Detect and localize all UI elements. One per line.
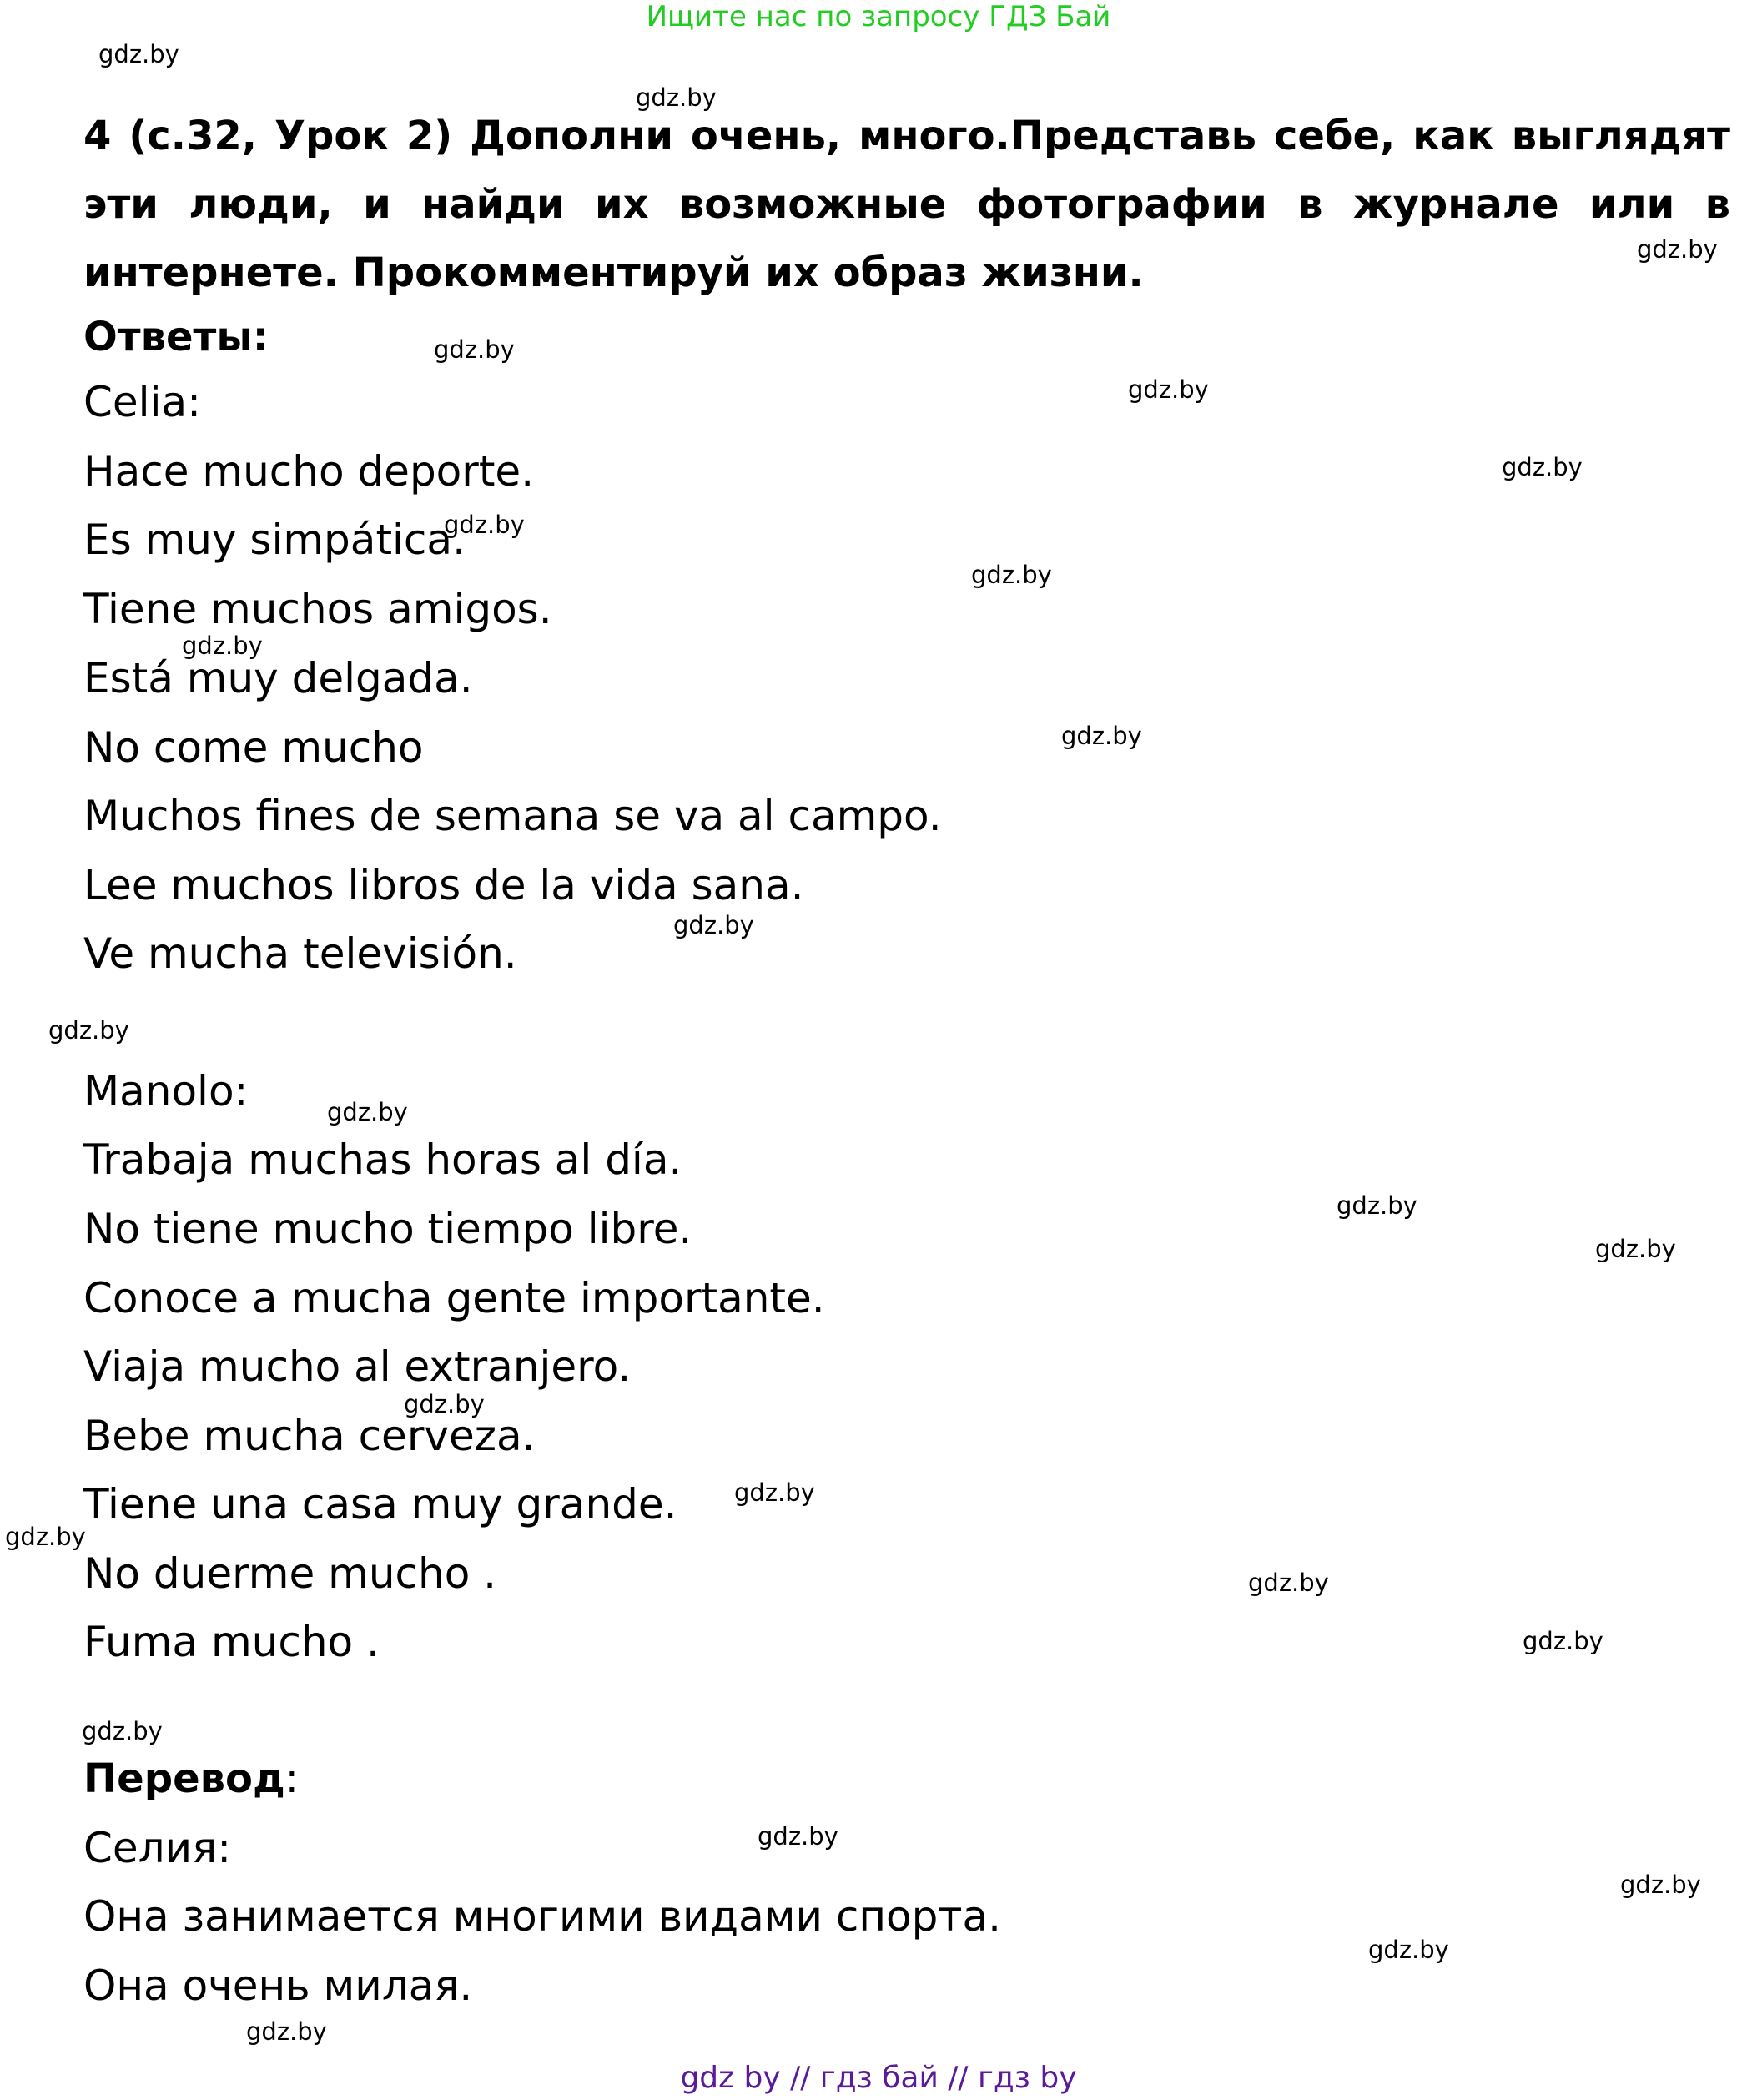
manolo-line: Conoce a mucha gente importante. (83, 1274, 825, 1322)
celia-line: Muchos fines de semana se va al campo. (83, 792, 942, 840)
footer-links[interactable]: gdz by // гдз бай // гдз by (680, 2061, 1077, 2095)
watermark: gdz.by (434, 335, 515, 364)
top-banner[interactable]: Ищите нас по запросу ГДЗ Бай (646, 0, 1111, 33)
manolo-name: Manolo: (83, 1067, 249, 1115)
translation-label-text: Перевод (83, 1755, 285, 1802)
watermark: gdz.by (444, 511, 525, 539)
watermark: gdz.by (758, 1822, 838, 1851)
watermark: gdz.by (636, 83, 717, 112)
watermark: gdz.by (1523, 1627, 1603, 1655)
celia-line: Lee muchos libros de la vida sana. (83, 861, 804, 909)
manolo-line: Bebe mucha cerveza. (83, 1412, 536, 1460)
celia-name: Celia: (83, 378, 201, 426)
watermark: gdz.by (1637, 235, 1718, 264)
manolo-line: No tiene mucho tiempo libre. (83, 1205, 692, 1253)
manolo-line: Trabaja muchas horas al día. (83, 1136, 682, 1184)
watermark: gdz.by (971, 561, 1052, 589)
watermark: gdz.by (1368, 1936, 1449, 1964)
manolo-line: Fuma mucho . (83, 1618, 380, 1666)
translation-name: Селия: (83, 1824, 232, 1872)
translation-label-colon: : (284, 1755, 299, 1802)
watermark: gdz.by (1248, 1569, 1329, 1597)
watermark: gdz.by (1337, 1191, 1417, 1220)
manolo-line: No duerme mucho . (83, 1549, 497, 1598)
answers-label: Ответы: (83, 314, 269, 360)
watermark: gdz.by (82, 1717, 163, 1745)
watermark: gdz.by (182, 632, 263, 660)
watermark: gdz.by (1620, 1871, 1701, 1899)
watermark: gdz.by (1061, 722, 1142, 750)
watermark: gdz.by (48, 1016, 129, 1045)
celia-line: Hace mucho deporte. (83, 447, 535, 496)
watermark: gdz.by (673, 911, 754, 939)
celia-line: Es muy simpática. (83, 516, 466, 564)
watermark: gdz.by (98, 40, 179, 68)
watermark: gdz.by (734, 1478, 815, 1507)
celia-line: No come mucho (83, 723, 424, 772)
watermark: gdz.by (5, 1523, 86, 1551)
translation-line: Она занимается многими видами спорта. (83, 1892, 1002, 1941)
manolo-line: Tiene una casa muy grande. (83, 1480, 677, 1528)
celia-line: Está muy delgada. (83, 654, 473, 703)
translation-line: Она очень милая. (83, 1962, 473, 2010)
watermark: gdz.by (327, 1098, 408, 1126)
watermark: gdz.by (1128, 375, 1209, 404)
celia-line: Tiene muchos amigos. (83, 585, 552, 633)
watermark: gdz.by (1502, 453, 1583, 481)
manolo-line: Viaja mucho al extranjero. (83, 1342, 632, 1391)
watermark: gdz.by (404, 1390, 485, 1418)
watermark: gdz.by (246, 2017, 327, 2046)
celia-line: Ve mucha televisión. (83, 929, 517, 978)
translation-label (83, 1750, 299, 1808)
watermark: gdz.by (1595, 1235, 1676, 1263)
task-heading: 4 (с.32, Урок 2) Дополни очень, много.Представь себе, как выглядят эти люди, и найди их возможные фотографии в журнале или в интернете. Прокомментируй их образ жизни. (83, 113, 1730, 296)
